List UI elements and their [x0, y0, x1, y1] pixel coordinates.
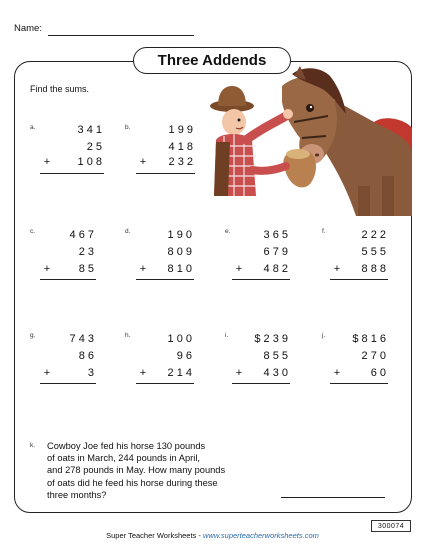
problem-g-row2: 8 6 [78, 350, 94, 362]
problem-a-row2: 2 5 [86, 141, 102, 153]
footer-url[interactable]: www.superteacherworksheets.com [202, 531, 319, 540]
answer-line[interactable] [281, 497, 385, 498]
problem-j-row1: $ 8 1 6 [352, 333, 386, 345]
problem-e-row1: 3 6 5 [263, 229, 288, 241]
footer-separator: - [196, 531, 203, 540]
problem-c-row1: 4 6 7 [69, 229, 94, 241]
problem-f-label: f. [322, 228, 326, 235]
footer [0, 531, 425, 540]
horse-eye [306, 104, 314, 112]
problem-e-label: e. [225, 228, 231, 235]
problem-b-row1: 1 9 9 [168, 124, 193, 136]
problem-d-plus: + [139, 263, 147, 275]
problem-j-row3: 6 0 [370, 367, 386, 379]
problem-f-plus: + [333, 263, 341, 275]
worksheet-code: 300074 [371, 520, 411, 532]
problem-f-rule [330, 279, 388, 280]
problem-a-row3: 1 0 8 [77, 156, 102, 168]
problem-g-label: g. [30, 332, 36, 339]
name-label: Name: [14, 23, 42, 34]
problem-h-plus: + [139, 367, 147, 379]
problem-k-label: k. [30, 442, 36, 449]
problem-j-plus: + [333, 367, 341, 379]
problem-c-row3: 8 5 [78, 263, 94, 275]
cowboy-vest [214, 142, 230, 196]
problem-g-plus: + [43, 367, 51, 379]
problem-g-row1: 7 4 3 [69, 333, 94, 345]
problem-j [324, 333, 388, 393]
problem-c-label: c. [30, 228, 36, 235]
problem-b-plus: + [139, 156, 147, 168]
problem-d-row2: 8 0 9 [167, 246, 192, 258]
problem-j-row2: 2 7 0 [361, 350, 386, 362]
problem-e-row3: 4 8 2 [263, 263, 288, 275]
problem-c [34, 229, 96, 289]
worksheet-title: Three Addends [133, 47, 291, 74]
problem-a-rule [40, 173, 104, 174]
problem-a-plus: + [43, 156, 51, 168]
problem-a [34, 124, 104, 184]
word-problem [47, 440, 267, 501]
problem-f-row1: 2 2 2 [361, 229, 386, 241]
problem-f-row3: 8 8 8 [361, 263, 386, 275]
footer-brand: Super Teacher Worksheets [106, 531, 197, 540]
cowboy-face [222, 109, 246, 135]
problem-b-row2: 4 1 8 [168, 141, 193, 153]
cowboy-hat [218, 86, 246, 106]
problem-i-row2: 8 5 5 [263, 350, 288, 362]
problem-f-row2: 5 5 5 [361, 246, 386, 258]
word-problem-line: Cowboy Joe fed his horse 130 pounds [47, 441, 206, 451]
problem-e-row2: 6 7 9 [263, 246, 288, 258]
word-problem-line: three months? [47, 489, 107, 500]
problem-g-row3: 3 [87, 367, 94, 379]
problem-e [226, 229, 290, 289]
problem-d-label: d. [125, 228, 131, 235]
name-line[interactable] [48, 35, 194, 36]
problem-j-label: j. [322, 332, 326, 339]
problem-e-rule [232, 279, 290, 280]
problem-c-row2: 2 3 [78, 246, 94, 258]
problem-h-row1: 1 0 0 [167, 333, 192, 345]
problem-i-row3: 4 3 0 [263, 367, 288, 379]
problem-a-row1: 3 4 1 [77, 124, 102, 136]
problem-g-rule [40, 383, 96, 384]
problem-d-row1: 1 9 0 [167, 229, 192, 241]
problem-e-plus: + [235, 263, 243, 275]
problem-b [130, 124, 195, 184]
cowboy-horse-illustration [206, 66, 412, 216]
word-problem-line: and 278 pounds in May. How many pounds [47, 465, 226, 476]
problem-c-plus: + [43, 263, 51, 275]
problem-b-label: b. [125, 124, 131, 131]
problem-d [130, 229, 194, 289]
problem-c-rule [40, 279, 96, 280]
word-problem-line: of oats in March, 244 pounds in April, [47, 453, 200, 464]
problem-h-row2: 9 6 [176, 350, 192, 362]
problem-i-plus: + [235, 367, 243, 379]
problem-h-row3: 2 1 4 [167, 367, 192, 379]
problem-a-label: a. [30, 124, 36, 131]
problem-h-rule [136, 383, 194, 384]
problem-i-label: i. [225, 332, 229, 339]
problem-h [130, 333, 194, 393]
problem-d-rule [136, 279, 194, 280]
problem-i-rule [232, 383, 290, 384]
problem-j-rule [330, 383, 388, 384]
problem-i [226, 333, 290, 393]
problem-d-row3: 8 1 0 [167, 263, 192, 275]
problem-h-label: h. [125, 332, 131, 339]
problem-f [324, 229, 388, 289]
instructions: Find the sums. [30, 84, 90, 94]
problem-b-rule [136, 173, 195, 174]
problem-i-row1: $ 2 3 9 [254, 333, 288, 345]
problem-g [34, 333, 96, 393]
word-problem-line: of oats did he feed his horse during these [47, 477, 218, 488]
problem-b-row3: 2 3 2 [168, 156, 193, 168]
